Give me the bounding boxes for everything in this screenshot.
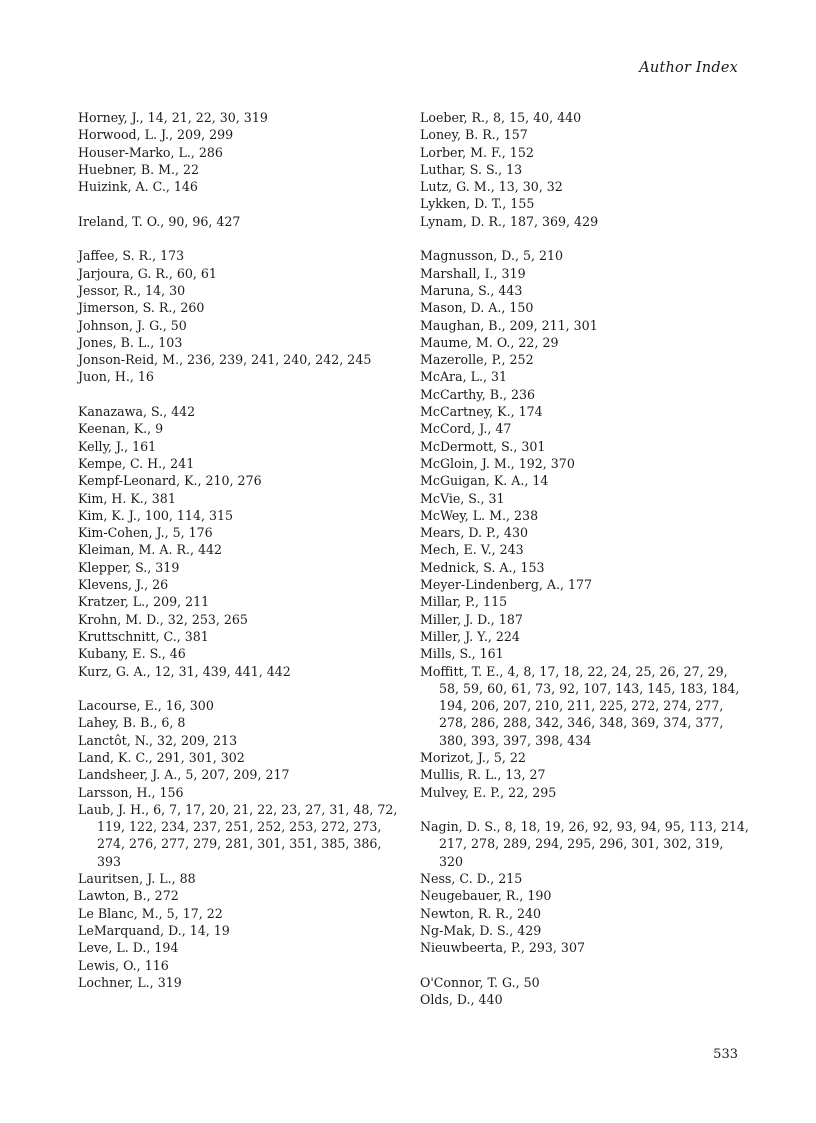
index-entry: Mulvey, E. P., 22, 295 [420, 784, 557, 800]
index-entry: Kim-Cohen, J., 5, 176 [78, 525, 213, 541]
index-entry: Olds, D., 440 [420, 992, 503, 1008]
index-entry: Lorber, M. F., 152 [420, 144, 534, 160]
index-entry: Luthar, S. S., 13 [420, 161, 523, 177]
index-entry: Mills, S., 161 [420, 646, 504, 662]
index-entry: Maruna, S., 443 [420, 282, 523, 298]
index-letter-group [78, 697, 408, 991]
index-entry: Jones, B. L., 103 [78, 334, 183, 350]
index-entry: Lutz, G. M., 13, 30, 32 [420, 179, 563, 195]
index-entry: Jessor, R., 14, 30 [78, 282, 186, 298]
index-entry: Houser-Marko, L., 286 [78, 144, 223, 160]
index-entry: Kurz, G. A., 12, 31, 439, 441, 442 [78, 663, 291, 679]
index-entry: Kubany, E. S., 46 [78, 646, 186, 662]
index-entry: Mears, D. P., 430 [420, 525, 528, 541]
index-entry: Lynam, D. R., 187, 369, 429 [420, 213, 599, 229]
index-entry: Mech, E. V., 243 [420, 542, 524, 558]
index-entry: Jaffee, S. R., 173 [78, 248, 185, 264]
index-entry: Newton, R. R., 240 [420, 905, 542, 921]
index-entry: Huizink, A. C., 146 [78, 179, 198, 195]
index-entry: McCord, J., 47 [420, 421, 512, 437]
index-entry: Kruttschnitt, C., 381 [78, 628, 209, 644]
index-entry: Kempf-Leonard, K., 210, 276 [78, 473, 262, 489]
index-entry: Lacourse, E., 16, 300 [78, 698, 214, 714]
index-letter-group [78, 247, 408, 385]
index-entry: McWey, L. M., 238 [420, 507, 539, 523]
index-entry: Loney, B. R., 157 [420, 127, 528, 143]
index-entry: McVie, S., 31 [420, 490, 505, 506]
index-entry: Larsson, H., 156 [78, 784, 184, 800]
index-entry: Keenan, K., 9 [78, 421, 164, 437]
index-entry: Kanazawa, S., 442 [78, 404, 196, 420]
index-column-right [420, 109, 750, 1026]
index-entry: Horwood, L. J., 209, 299 [78, 127, 234, 143]
index-entry: McCartney, K., 174 [420, 404, 543, 420]
index-entry: Juon, H., 16 [78, 369, 154, 385]
index-entry: McAra, L., 31 [420, 369, 507, 385]
index-entry: Meyer-Lindenberg, A., 177 [420, 577, 593, 593]
index-entry: Jimerson, S. R., 260 [78, 300, 205, 316]
index-entry: Klepper, S., 319 [78, 559, 180, 575]
index-entry: Kim, K. J., 100, 114, 315 [78, 507, 234, 523]
index-entry: Kratzer, L., 209, 211 [78, 594, 210, 610]
index-entry: Mednick, S. A., 153 [420, 559, 545, 575]
index-letter-group [78, 109, 408, 195]
index-entry: Kleiman, M. A. R., 442 [78, 542, 223, 558]
index-letter-group [420, 247, 750, 801]
index-entry: Mason, D. A., 150 [420, 300, 534, 316]
index-entry: Maume, M. O., 22, 29 [420, 334, 559, 350]
index-entry: Krohn, M. D., 32, 253, 265 [78, 611, 248, 627]
page-number: 533 [713, 1047, 738, 1062]
running-head: Author Index [639, 60, 738, 76]
index-entry: LeMarquand, D., 14, 19 [78, 922, 230, 938]
index-entry: Ireland, T. O., 90, 96, 427 [78, 213, 241, 229]
index-entry: Leve, L. D., 194 [78, 940, 179, 956]
index-entry: Nagin, D. S., 8, 18, 19, 26, 92, 93, 94, 95, 113, 214, 217, 278, 289, 294, 295, 296, 301, 302, 319, 320 [420, 819, 749, 869]
index-letter-group [420, 109, 750, 230]
index-entry: Kelly, J., 161 [78, 438, 157, 454]
index-entry: Lykken, D. T., 155 [420, 196, 535, 212]
index-entry: Marshall, I., 319 [420, 265, 526, 281]
index-entry: Nieuwbeerta, P., 293, 307 [420, 940, 585, 956]
index-entry: Lahey, B. B., 6, 8 [78, 715, 186, 731]
index-entry: McCarthy, B., 236 [420, 386, 536, 402]
index-entry: Lewis, O., 116 [78, 957, 169, 973]
index-entry: Lanctôt, N., 32, 209, 213 [78, 732, 238, 748]
index-entry: Maughan, B., 209, 211, 301 [420, 317, 598, 333]
index-entry: Lawton, B., 272 [78, 888, 179, 904]
index-entry: Magnusson, D., 5, 210 [420, 248, 564, 264]
index-column-left [78, 109, 408, 1008]
index-entry: Lauritsen, J. L., 88 [78, 871, 196, 887]
index-entry: Land, K. C., 291, 301, 302 [78, 749, 245, 765]
index-entry: Le Blanc, M., 5, 17, 22 [78, 905, 223, 921]
index-letter-group [420, 974, 750, 1009]
index-entry: Miller, J. Y., 224 [420, 628, 520, 644]
index-entry: McGuigan, K. A., 14 [420, 473, 549, 489]
index-entry: McDermott, S., 301 [420, 438, 546, 454]
index-entry: Landsheer, J. A., 5, 207, 209, 217 [78, 767, 290, 783]
index-entry: Ng-Mak, D. S., 429 [420, 922, 542, 938]
index-entry: O'Connor, T. G., 50 [420, 974, 540, 990]
index-entry: Kempe, C. H., 241 [78, 455, 195, 471]
index-entry: Mazerolle, P., 252 [420, 352, 534, 368]
index-entry: McGloin, J. M., 192, 370 [420, 455, 575, 471]
index-entry: Ness, C. D., 215 [420, 871, 523, 887]
index-entry: Loeber, R., 8, 15, 40, 440 [420, 110, 582, 125]
index-entry: Neugebauer, R., 190 [420, 888, 552, 904]
index-entry: Klevens, J., 26 [78, 577, 169, 593]
index-entry: Huebner, B. M., 22 [78, 161, 200, 177]
index-entry: Johnson, J. G., 50 [78, 317, 187, 333]
index-entry: Kim, H. K., 381 [78, 490, 176, 506]
index-entry: Laub, J. H., 6, 7, 17, 20, 21, 22, 23, 27, 31, 48, 72, 119, 122, 234, 237, 251, 252, 253, 272, 273, 274, 276, 277, 279, 281, 301, 351, 385, 386, 393 [78, 801, 398, 869]
index-entry: Horney, J., 14, 21, 22, 30, 319 [78, 110, 268, 125]
index-entry: Mullis, R. L., 13, 27 [420, 767, 546, 783]
index-letter-group [420, 818, 750, 956]
index-letter-group [78, 403, 408, 680]
index-entry: Morizot, J., 5, 22 [420, 749, 526, 765]
index-entry: Jarjoura, G. R., 60, 61 [78, 265, 217, 281]
index-entry: Jonson-Reid, M., 236, 239, 241, 240, 242, 245 [78, 352, 372, 368]
index-entry: Millar, P., 115 [420, 594, 508, 610]
index-letter-group [78, 213, 408, 230]
index-entry: Miller, J. D., 187 [420, 611, 523, 627]
index-entry: Moffitt, T. E., 4, 8, 17, 18, 22, 24, 25, 26, 27, 29, 58, 59, 60, 61, 73, 92, 107, 143, 145, 183, 184, 194, 206, 207, 210, 211, 225, 272, 274, 277, 278, 286, 288, 342, 346, 348, 369, 374, 377, 380, 393, 397, 398, 434 [420, 663, 740, 748]
index-entry: Lochner, L., 319 [78, 974, 182, 990]
